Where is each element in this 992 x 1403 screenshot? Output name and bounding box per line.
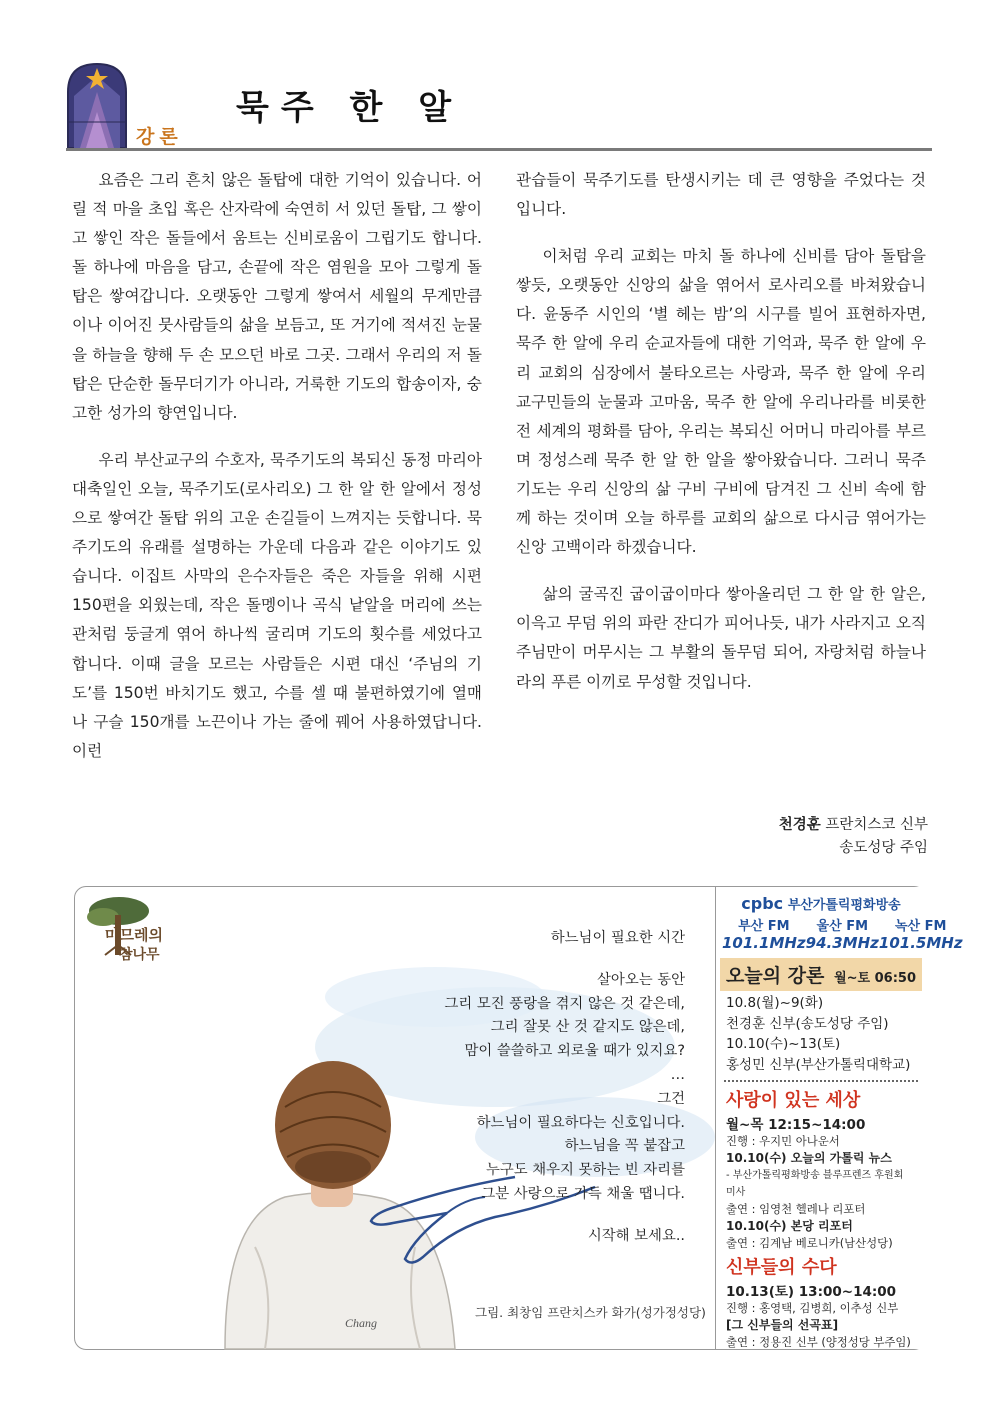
article-paragraph: 삶의 굴곡진 굽이굽이마다 쌓아올리던 그 한 알 한 알은, 이윽고 무덤 위의 파란 잔디가 피어나듯, 내가 사라지고 오직 주님만이 머무시는 그 부활의 돌무덤 되어, 자랑처럼 하늘나라의 푸른 이끼로 무성할 것입니다. — [516, 585, 926, 691]
author-role: 송도성당 주임 — [839, 840, 928, 856]
schedule-line: 천경훈 신부(송도성당 주임) — [726, 1015, 889, 1032]
station-item: 녹산 FM 101.5MHz — [878, 919, 963, 952]
show2-title: 신부들의 수다 — [726, 1257, 837, 1278]
tree-logo-icon — [87, 897, 149, 955]
today-time: 월~토 06:50 — [834, 971, 916, 986]
show1-title: 사랑이 있는 세상 — [726, 1090, 861, 1111]
section-label: 강론 — [136, 126, 183, 148]
article-paragraph: 요즘은 그리 흔치 않은 돌탑에 대한 기억이 있습니다. 어릴 적 마을 초입 혹은 산자락에 숙연히 서 있던 돌탑, 그 쌓이고 쌓인 작은 돌들에서 움트는 신비로움이 그립기도 합니다. 돌 하나에 마음을 담고, 손끝에 작은 염원을 모아 그렇게 돌탑은 쌓여갑니다. 오랫동안 그렇게 쌓여서 세월의 무게만큼이나 이어진 뭇사람들의 삶을 보듬고, 또 거기에 적셔진 눈물을 하늘을 향해 두 손 모으던 바로 그곳. 그래서 우리의 저 돌탑은 단순한 돌무더기가 아니라, 거룩한 기도의 합송이자, 숭고한 성가의 향연입니다. — [72, 171, 482, 422]
station-item: 울산 FM 94.3MHz — [805, 919, 879, 952]
poem — [444, 927, 685, 1249]
logo-line1: 마므레의 — [105, 928, 163, 944]
header-divider — [66, 148, 932, 151]
show2-info: 진행 : 홍영택, 김병희, 이추성 신부 [그 신부들의 선곡표] 출연 : 정용진 신부 (양정성당 부주임) — [726, 1301, 911, 1349]
schedule-line: 10.8(월)~9(화) — [726, 995, 824, 1011]
radio-brand — [716, 894, 926, 913]
show1-time: 월~목 12:15~14:00 — [726, 1117, 866, 1133]
today-title: 오늘의 강론 — [726, 965, 825, 987]
today-schedule — [716, 991, 926, 1077]
station-item: 부산 FM 101.1MHz — [722, 919, 806, 952]
stained-glass-logo-icon — [66, 62, 128, 148]
radio-schedule-panel — [715, 887, 963, 1349]
author-signature — [640, 814, 928, 860]
poem-title: 하느님이 필요한 시간 — [550, 930, 685, 946]
author-title: 프란치스코 신부 — [820, 817, 928, 833]
dotted-divider — [724, 1080, 918, 1082]
poem-line: 맘이 쓸쓸하고 외로울 때가 있지요? — [464, 1043, 685, 1060]
station-list — [716, 915, 963, 952]
promo-box — [74, 886, 963, 1350]
show1-info: 진행 : 우지민 아나운서 10.10(수) 오늘의 가톨릭 뉴스 - 부산가톨릭평화방송 블루프렌즈 후원회 미사 출연 : 임영천 헬레나 리포터 10.10(수) 본당 리포터 출연 : 김계남 베로니카(남산성당) — [726, 1134, 904, 1250]
poem-line: 누구도 채우지 못하는 빈 자리를 — [485, 1162, 685, 1179]
article-paragraph: 관습들이 묵주기도를 탄생시키는 데 큰 영향을 주었다는 것입니다. — [516, 171, 926, 219]
article-paragraph: 우리 부산교구의 수호자, 묵주기도의 복되신 동정 마리아 대축일인 오늘, 묵주기도(로사리오) 그 한 알 한 알에서 정성으로 쌓여간 돌탑 위의 고운 손길들이 느껴지는 듯합니다. 묵주기도의 유래를 설명하는 가운데 다음과 같은 이야기도 있습니다. 이집트 사막의 은수자들은 죽은 자들을 위해 시편 150편을 외웠는데, 작은 돌멩이나 곡식 낱알을 머리에 쓰는 관처럼 둥글게 엮어 하나씩 굴리며 기도의 횟수를 세었다고 합니다. 이때 글을 모르는 사람들은 시편 대신 ‘주님의 기도’를 150번 바치기도 했고, 수를 셀 때 불편하였기에 열매나 구슬 150개를 노끈이나 가는 줄에 꿰어 사용하였답니다. 이런 — [72, 450, 482, 760]
poem-line: 하느님을 꼭 붙잡고 — [564, 1138, 685, 1155]
cpbc-logo: cpbc — [741, 894, 784, 913]
brand-text: 부산가톨릭평화방송 — [787, 898, 901, 913]
poem-line: 살아오는 동안 — [597, 971, 685, 988]
page-title: 묵주 한 알 — [236, 88, 464, 128]
schedule-line: 10.10(수)~13(토) — [726, 1036, 841, 1052]
artist-signature: Chang — [345, 1316, 378, 1330]
poem-line: 그건 — [657, 1090, 685, 1107]
poem-line: … — [670, 1066, 685, 1083]
poem-line: 그리 잘못 산 것 같지도 않은데, — [490, 1019, 685, 1036]
logo-line2: 참나무 — [119, 948, 160, 963]
today-homily-header — [720, 958, 922, 991]
poem-line: 그분 사랑으로 가득 채울 땝니다. — [481, 1185, 685, 1202]
illustration-credit: 그림. 최창임 프란치스카 화가(성가정성당) — [475, 1305, 706, 1320]
poem-line: 하느님이 필요하다는 신호입니다. — [476, 1114, 685, 1131]
show2-time: 10.13(토) 13:00~14:00 — [726, 1284, 897, 1300]
poem-line: 그리 모진 풍랑을 겪지 않은 것 같은데, — [444, 995, 685, 1012]
schedule-line: 홍성민 신부(부산가톨릭대학교) — [726, 1056, 911, 1073]
article-left-column — [72, 166, 482, 784]
article-right-column — [516, 166, 926, 715]
poem-closing: 시작해 보세요.. — [587, 1227, 685, 1244]
author-name: 천경훈 — [778, 817, 821, 833]
article-paragraph: 이처럼 우리 교회는 마치 돌 하나에 신비를 담아 돌탑을 쌓듯, 오랫동안 신앙의 삶을 엮어서 로사리오를 바쳐왔습니다. 윤동주 시인의 ‘별 헤는 밤’의 시구를 빌어 표현하자면, 묵주 한 알에 우리 순교자들에 대한 기억과, 묵주 한 알에 우리 교회의 심장에서 불타오르는 사랑과, 묵주 한 알에 우리 교구민들의 눈물과 고마움, 묵주 한 알에 우리나라를 비롯한 전 세계의 평화를 담아, 우리는 복되신 어머니 마리아를 부르며 정성스레 묵주 한 알 한 알을 쌓아왔습니다. 그러니 묵주기도는 우리 신앙의 삶 구비 구비에 담겨진 그 신비 속에 함께 하는 것이며 오늘 하루를 교회의 삶으로 다시금 엮어가는 신앙 고백이라 하겠습니다. — [516, 247, 926, 557]
